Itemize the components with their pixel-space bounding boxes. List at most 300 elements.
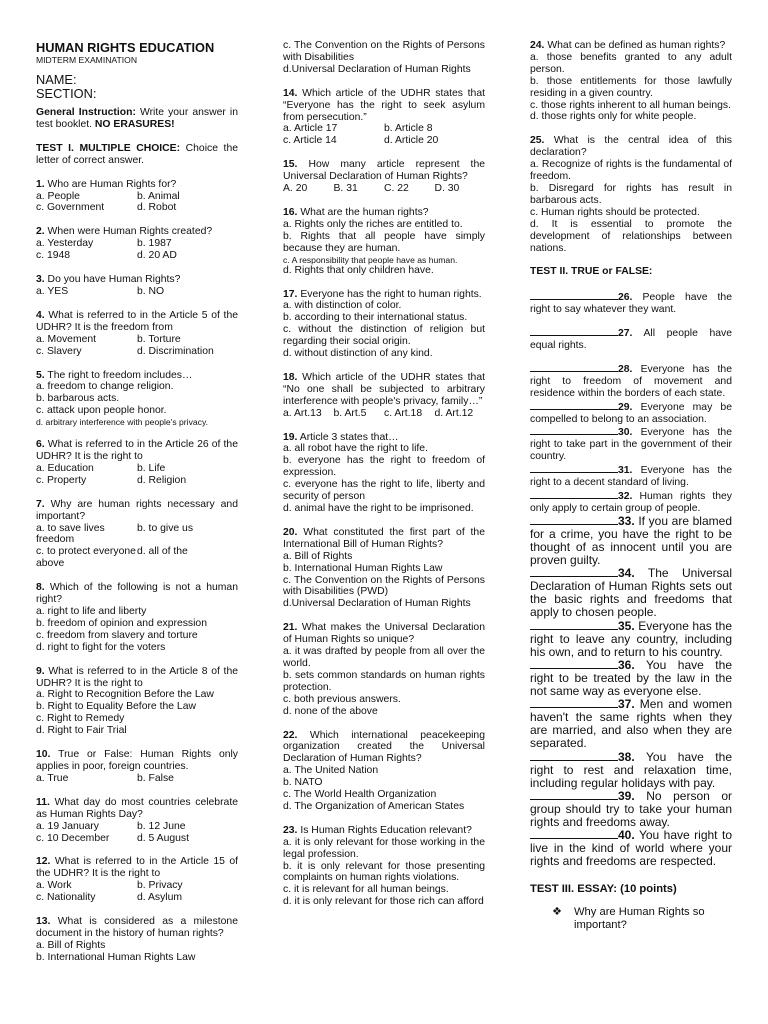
answer-option: a. Work — [36, 880, 72, 892]
question-text — [36, 179, 238, 191]
question-number: 6. — [36, 439, 45, 451]
answer-option: d. those rights only for white people. — [530, 111, 697, 123]
answer-option: c. Nationality — [36, 892, 96, 904]
answer-option: a. it was drafted by people from all over the world. — [283, 646, 485, 669]
question-number: 13. — [36, 916, 51, 928]
question-stem: Who are Human Rights for? — [44, 178, 177, 190]
answer-option: b. Right to Equality Before the Law — [36, 701, 196, 713]
question-number: 24. — [530, 40, 545, 51]
answer-option: c. attack upon people honor. — [36, 405, 167, 417]
true-false-item — [530, 751, 732, 790]
question-number: 22. — [283, 729, 298, 741]
question-text — [283, 207, 485, 219]
answer-option: b. everyone has the right to freedom of expression. — [283, 455, 485, 479]
essay-list — [530, 906, 732, 932]
question-item — [530, 40, 732, 123]
answer-option: a. Education — [36, 462, 94, 474]
question-number: 10. — [36, 749, 51, 761]
question-number: 16. — [283, 206, 298, 218]
answer-option: d. Article 20 — [384, 135, 439, 147]
option-row — [283, 123, 485, 135]
answer-option: above — [36, 558, 65, 570]
answer-option: b. according to their international status. — [283, 312, 468, 324]
answer-option: c. Property — [36, 474, 87, 486]
answer-option: c. without the distinction of religion but regarding their social origin. — [283, 324, 485, 348]
question-item — [283, 432, 485, 515]
item-number: 29. — [618, 401, 633, 413]
answer-option: b. it is only relevant for those presenting complaints on human rights violations. — [283, 860, 485, 884]
option-row — [36, 346, 238, 358]
answer-option: c. to protect everyone — [36, 546, 136, 558]
answer-option: c. Government — [36, 202, 105, 214]
question-stem: Article 3 states that… — [297, 431, 399, 443]
question-item — [283, 159, 485, 195]
question-stem: What day do most countries celebrate as Human Rights Day? — [36, 796, 238, 820]
question-stem: What is referred to in the Article 15 of the UDHR? It is the right to — [36, 856, 238, 880]
question-text — [36, 797, 238, 821]
question-text — [36, 749, 238, 773]
question-stem: Which article of the UDHR states that “Everyone has the right to seek asylum from persecution.” — [283, 87, 485, 123]
question-number: 19. — [283, 431, 298, 443]
true-false-item — [530, 425, 732, 463]
question-item — [283, 40, 485, 76]
answer-option: c. The World Health Organization — [283, 789, 437, 801]
answer-option: a. with distinction of color. — [283, 300, 402, 312]
statement-text: If you are blamed for a crime, you have the right to be thought of as innocent until you are proven guilty. — [530, 513, 732, 568]
exam-title: HUMAN RIGHTS EDUCATION — [36, 40, 215, 55]
answer-option: a. Bill of Rights — [36, 939, 106, 951]
question-number: 7. — [36, 498, 45, 510]
answer-option: d. Rights that only children have. — [283, 264, 434, 276]
option-row — [36, 334, 238, 346]
answer-option: d. without distinction of any kind. — [283, 348, 433, 360]
answer-option: b. International Human Rights Law — [36, 951, 196, 963]
question-text — [283, 88, 485, 124]
answer-option: c. freedom from slavery and torture — [36, 629, 198, 641]
answer-option: a. The United Nation — [283, 765, 379, 777]
instruction-text: Write your answer in test booklet. — [36, 107, 238, 130]
question-text — [283, 432, 485, 444]
true-false-item — [530, 515, 732, 567]
answer-option: d. Religion — [137, 474, 187, 486]
answer-option: c. those rights inherent to all human beings. — [530, 99, 732, 111]
item-number: 32. — [618, 491, 633, 502]
option-row — [36, 821, 238, 833]
option-row — [36, 880, 238, 892]
answer-option: d. The Organization of American States — [283, 800, 465, 812]
true-false-item — [530, 463, 732, 489]
answer-blank[interactable] — [530, 489, 618, 499]
statement-text: Everyone has the right to freedom of movement and residence within the borders of each state. — [530, 363, 732, 399]
answer-option: c. Slavery — [36, 345, 82, 357]
answer-option: b. International Human Rights Law — [283, 562, 443, 574]
statement-text: Human rights they only apply to certain group of people. — [530, 491, 732, 514]
question-number: 2. — [36, 226, 45, 238]
question-stem: What is referred to in the Article 8 of the UDHR? It is the right to — [36, 665, 238, 689]
answer-option: a. People — [36, 190, 80, 202]
question-number: 3. — [36, 274, 45, 286]
question-text — [36, 666, 238, 690]
instruction-emphasis: NO ERASURES! — [94, 118, 175, 130]
question-number: 11. — [36, 796, 50, 808]
item-number: 38. — [618, 749, 635, 764]
answer-blank[interactable] — [530, 790, 618, 800]
answer-option: a. to save lives — [36, 522, 105, 534]
answer-option: A. 20 — [283, 183, 308, 195]
question-item — [36, 439, 238, 487]
answer-blank[interactable] — [530, 698, 618, 708]
option-row — [36, 463, 238, 475]
answer-option: b. 1987 — [137, 238, 172, 250]
question-stem: Which international peacekeeping organization created the Universal Declaration of Human Rights? — [283, 729, 485, 765]
question-stem: Do you have Human Rights? — [44, 274, 181, 286]
answer-option: a. True — [36, 772, 69, 784]
question-item — [36, 179, 238, 215]
answer-option: a. Rights only the riches are entitled to. — [283, 218, 463, 230]
answer-option: b. those entitlements for those lawfully residing in a given country. — [530, 75, 732, 99]
item-number: 35. — [618, 618, 635, 633]
answer-blank[interactable] — [530, 290, 618, 300]
answer-option: c. Right to Remedy — [36, 713, 125, 725]
question-stem: What constituted the first part of the International Bill of Human Rights? — [283, 526, 485, 550]
question-text — [36, 370, 238, 382]
answer-option: c. 1948 — [36, 250, 71, 262]
answer-option: b. NATO — [283, 777, 323, 789]
answer-option: c. A responsibility that people have as human. — [283, 254, 458, 265]
answer-option: d.Universal Declaration of Human Rights — [283, 598, 471, 610]
question-item — [36, 797, 238, 845]
item-number: 33. — [618, 513, 635, 528]
true-false-item — [530, 362, 732, 400]
option-row — [36, 191, 238, 203]
question-number: 23. — [283, 824, 298, 836]
answer-blank[interactable] — [530, 659, 618, 669]
question-number: 1. — [36, 178, 45, 190]
test1-instruction: Choice the letter of correct answer. — [36, 142, 238, 166]
question-item — [36, 582, 238, 653]
answer-option: c. Human rights should be protected. — [530, 206, 700, 218]
question-item — [36, 226, 238, 262]
item-number: 27. — [618, 328, 633, 340]
question-item — [283, 622, 485, 717]
question-stem: Which article of the UDHR states that “No one shall be subjected to arbitrary interference with people's privacy, family…” — [283, 371, 485, 407]
name-label: NAME: — [36, 72, 77, 87]
question-text — [36, 310, 238, 334]
option-row — [36, 250, 238, 262]
answer-option: b. freedom of opinion and expression — [36, 617, 207, 629]
question-text — [283, 159, 485, 183]
answer-option: a. Article 17 — [283, 123, 338, 135]
question-text — [283, 730, 485, 766]
statement-text: You have right to live in the kind of world where your rights and freedoms are respected. — [530, 828, 732, 869]
item-number: 36. — [618, 657, 635, 672]
answer-option: a. Bill of Rights — [283, 550, 353, 562]
question-item — [283, 730, 485, 813]
question-stem: True or False: Human Rights only applies in poor, foreign countries. — [36, 749, 238, 772]
answer-blank[interactable] — [530, 829, 618, 839]
true-false-item — [530, 698, 732, 750]
statement-text: The Universal Declaration of Human Rights sets out the basic rights and freedoms that apply to chosen people. — [530, 566, 732, 620]
statement-text: People have the right to say whatever they want. — [530, 292, 732, 316]
question-stem: The right to freedom includes… — [44, 369, 193, 381]
question-stem: What is referred to in the Article 5 of the UDHR? It is the freedom from — [36, 309, 238, 333]
answer-option: d.Universal Declaration of Human Rights — [283, 63, 471, 75]
general-instruction — [36, 107, 238, 131]
question-item — [36, 749, 238, 785]
answer-option: c. both previous answers. — [283, 693, 401, 705]
test2-heading: TEST II. TRUE or FALSE: — [530, 266, 653, 278]
question-number: 9. — [36, 665, 45, 677]
answer-option: a. Right to Recognition Before the Law — [36, 689, 214, 701]
question-item — [36, 856, 238, 904]
answer-option: b. Article 8 — [384, 123, 433, 135]
answer-blank[interactable] — [530, 326, 618, 336]
question-stem: Why are human rights necessary and important? — [36, 498, 238, 522]
option-row — [283, 408, 485, 420]
question-text — [530, 135, 732, 159]
answer-option: d. animal have the right to be imprisoned. — [283, 503, 474, 514]
column-3 — [530, 40, 732, 932]
true-false-item — [530, 489, 732, 515]
item-number: 26. — [618, 292, 633, 304]
question-text — [36, 439, 238, 463]
column-1 — [36, 40, 238, 976]
option-row — [36, 523, 238, 535]
question-text — [283, 289, 485, 301]
question-text — [36, 916, 238, 940]
question-stem: What is considered as a milestone document in the history of human rights? — [36, 916, 238, 939]
answer-option: a. 19 January — [36, 820, 99, 832]
question-number: 12. — [36, 856, 51, 868]
answer-option: a. Recognize of rights is the fundamental of freedom. — [530, 159, 732, 183]
true-false-item — [530, 567, 732, 619]
question-number: 5. — [36, 369, 45, 381]
answer-option: c. it is relevant for all human beings. — [283, 884, 449, 896]
question-item — [283, 289, 485, 360]
answer-option: b. Torture — [137, 333, 181, 345]
option-row — [283, 183, 485, 195]
answer-blank[interactable] — [530, 400, 618, 410]
column-3-questions — [530, 40, 732, 254]
question-number: 25. — [530, 135, 545, 147]
true-false-item — [530, 620, 732, 659]
answer-blank[interactable] — [530, 567, 618, 577]
answer-option: c. everyone has the right to life, liberty and security of person — [283, 479, 485, 503]
question-stem: What are the human rights? — [297, 206, 429, 218]
answer-blank[interactable] — [530, 463, 618, 473]
option-row — [36, 773, 238, 785]
statement-text: You have the right to be treated by the law in the not same way as everyone else. — [530, 657, 732, 699]
column-2 — [283, 40, 485, 920]
answer-option: a. Art.13 — [283, 407, 322, 419]
question-stem: What is referred to in the Article 26 of the UDHR? It is the right to — [36, 439, 238, 463]
item-number: 34. — [618, 566, 635, 581]
question-stem: What is the central idea of this declaration? — [530, 135, 732, 159]
item-number: 31. — [618, 465, 633, 477]
question-stem: What makes the Universal Declaration of Human Rights so unique? — [283, 622, 485, 646]
question-number: 21. — [283, 622, 298, 634]
answer-option: d. Right to Fair Trial — [36, 725, 127, 737]
diamond-bullet-icon: ❖ — [552, 906, 563, 919]
true-false-item — [530, 400, 732, 426]
answer-option: d. it is only relevant for those rich can afford — [283, 896, 484, 908]
item-number: 40. — [618, 828, 635, 843]
answer-option: d. Robot — [137, 202, 177, 214]
question-text — [530, 40, 732, 52]
instruction-label: General Instruction: — [36, 107, 136, 118]
test1-heading — [36, 143, 238, 167]
answer-option: a. Yesterday — [36, 238, 94, 250]
question-item — [283, 88, 485, 148]
question-text — [283, 622, 485, 646]
option-row — [36, 546, 238, 558]
question-item — [530, 135, 732, 254]
option-row — [36, 286, 238, 298]
question-text — [36, 582, 238, 606]
statement-text: Everyone may be compelled to belong to an association. — [530, 401, 732, 425]
question-item — [36, 666, 238, 737]
question-item — [36, 310, 238, 358]
answer-option: d. none of the above — [283, 705, 378, 717]
answer-option: b. False — [137, 772, 174, 784]
option-row — [36, 238, 238, 250]
item-number: 39. — [618, 788, 635, 803]
answer-option: a. YES — [36, 285, 69, 297]
item-number: 37. — [618, 697, 635, 712]
answer-option: c. Art.18 — [384, 407, 423, 419]
question-item — [283, 207, 485, 277]
option-row — [36, 475, 238, 487]
answer-option: a. it is only relevant for those working in the legal profession. — [283, 836, 485, 860]
item-number: 30. — [618, 427, 633, 439]
question-stem: Is Human Rights Education relevant? — [297, 824, 472, 836]
answer-option: b. sets common standards on human rights protection. — [283, 669, 485, 693]
question-stem: What can be defined as human rights? — [544, 40, 726, 51]
answer-option: d. Discrimination — [137, 345, 214, 357]
question-number: 18. — [283, 371, 298, 383]
answer-option: d. all of the — [137, 546, 188, 558]
answer-option: c. The Convention on the Rights of Persons with Disabilities (PWD) — [283, 574, 485, 598]
question-text — [283, 825, 485, 837]
answer-blank[interactable] — [530, 620, 618, 630]
answer-option: d. It is essential to promote the development of relationships between nations. — [530, 218, 732, 254]
question-text — [36, 226, 238, 238]
question-number: 20. — [283, 526, 298, 538]
option-row — [36, 202, 238, 214]
answer-option: d. arbitrary interference with people's privacy. — [36, 417, 209, 428]
answer-option: b. Art.5 — [333, 407, 367, 419]
option-row — [36, 892, 238, 904]
answer-option: D. 30 — [434, 183, 460, 195]
statement-text: Men and women haven't the same rights when they are married, and also when they are separated. — [530, 697, 732, 751]
answer-option: freedom — [36, 534, 75, 546]
question-stem: Everyone has the right to human rights. — [297, 288, 482, 300]
answer-option: b. Rights that all people have simply because they are human. — [283, 230, 485, 254]
answer-option: a. those benefits granted to any adult person. — [530, 51, 732, 75]
answer-option: b. 12 June — [137, 820, 186, 832]
question-number: 8. — [36, 582, 45, 594]
answer-option: a. Movement — [36, 333, 97, 345]
item-number: 28. — [618, 363, 633, 375]
answer-option: c. 10 December — [36, 832, 110, 844]
test3-heading: TEST III. ESSAY: (10 points) — [530, 883, 677, 896]
essay-question — [530, 906, 732, 932]
question-stem: When were Human Rights created? — [44, 226, 213, 238]
answer-option: C. 22 — [384, 183, 409, 195]
statement-text: You have the right to rest and relaxation time, including regular holidays with pay. — [530, 749, 732, 790]
question-item — [36, 499, 238, 570]
question-text — [36, 856, 238, 880]
question-number: 14. — [283, 87, 298, 99]
answer-blank[interactable] — [530, 425, 618, 435]
question-stem: How many article represent the Universal Declaration of Human Rights? — [283, 159, 485, 183]
question-text — [36, 274, 238, 286]
answer-option: b. NO — [137, 285, 165, 297]
question-text — [283, 372, 485, 408]
answer-option: b. Life — [137, 462, 166, 474]
answer-option: a. all robot have the right to life. — [283, 443, 428, 455]
statement-text: Everyone has the right to leave any country, including his own, and to return to his country. — [530, 618, 732, 659]
question-item — [36, 916, 238, 964]
answer-option: a. freedom to change religion. — [36, 381, 174, 393]
question-item — [283, 527, 485, 610]
question-item — [36, 370, 238, 428]
answer-option: c. The Convention on the Rights of Persons with Disabilities — [283, 40, 485, 63]
answer-option: b. to give us — [137, 522, 194, 534]
exam-subtitle: MIDTERM EXAMINATION — [36, 55, 138, 65]
column-2-questions — [283, 40, 485, 908]
question-number: 17. — [283, 288, 298, 300]
answer-option: d. Asylum — [137, 892, 183, 904]
essay-text: Why are Human Rights so important? — [574, 906, 705, 932]
answer-option: B. 31 — [333, 183, 358, 195]
question-text — [36, 499, 238, 523]
question-stem: Which of the following is not a human right? — [36, 582, 238, 606]
option-row — [36, 833, 238, 845]
true-false-item — [530, 326, 732, 352]
true-false-item — [530, 790, 732, 829]
question-number: 4. — [36, 309, 45, 321]
true-false-item — [530, 659, 732, 698]
question-text — [283, 527, 485, 551]
answer-option: b. Privacy — [137, 880, 183, 892]
true-false-item — [530, 290, 732, 316]
statement-text: Everyone has the right to a decent standard of living. — [530, 465, 732, 489]
answer-option: d. right to fight for the voters — [36, 641, 166, 653]
column-1-questions — [36, 179, 238, 964]
answer-blank[interactable] — [530, 751, 618, 761]
test1-title: TEST I. MULTIPLE CHOICE: — [36, 142, 181, 154]
answer-option: d. Art.12 — [434, 407, 474, 419]
section-label: SECTION: — [36, 86, 97, 101]
statement-text: All people have equal rights. — [530, 328, 732, 352]
statement-text: Everyone has the right to take part in the government of their country. — [530, 427, 732, 463]
answer-option: b. Disregard for rights has result in barbarous acts. — [530, 182, 732, 206]
answer-blank[interactable] — [530, 362, 618, 372]
answer-blank[interactable] — [530, 515, 618, 525]
answer-option: b. barbarous acts. — [36, 393, 120, 405]
true-false-item — [530, 829, 732, 868]
answer-option: b. Animal — [137, 190, 180, 202]
answer-option: c. Article 14 — [283, 135, 337, 147]
true-false-list — [530, 290, 732, 868]
answer-option: d. 20 AD — [137, 250, 177, 262]
answer-option: a. right to life and liberty — [36, 606, 147, 617]
question-item — [36, 274, 238, 298]
option-row — [283, 135, 485, 147]
question-number: 15. — [283, 159, 298, 171]
question-item — [283, 372, 485, 420]
